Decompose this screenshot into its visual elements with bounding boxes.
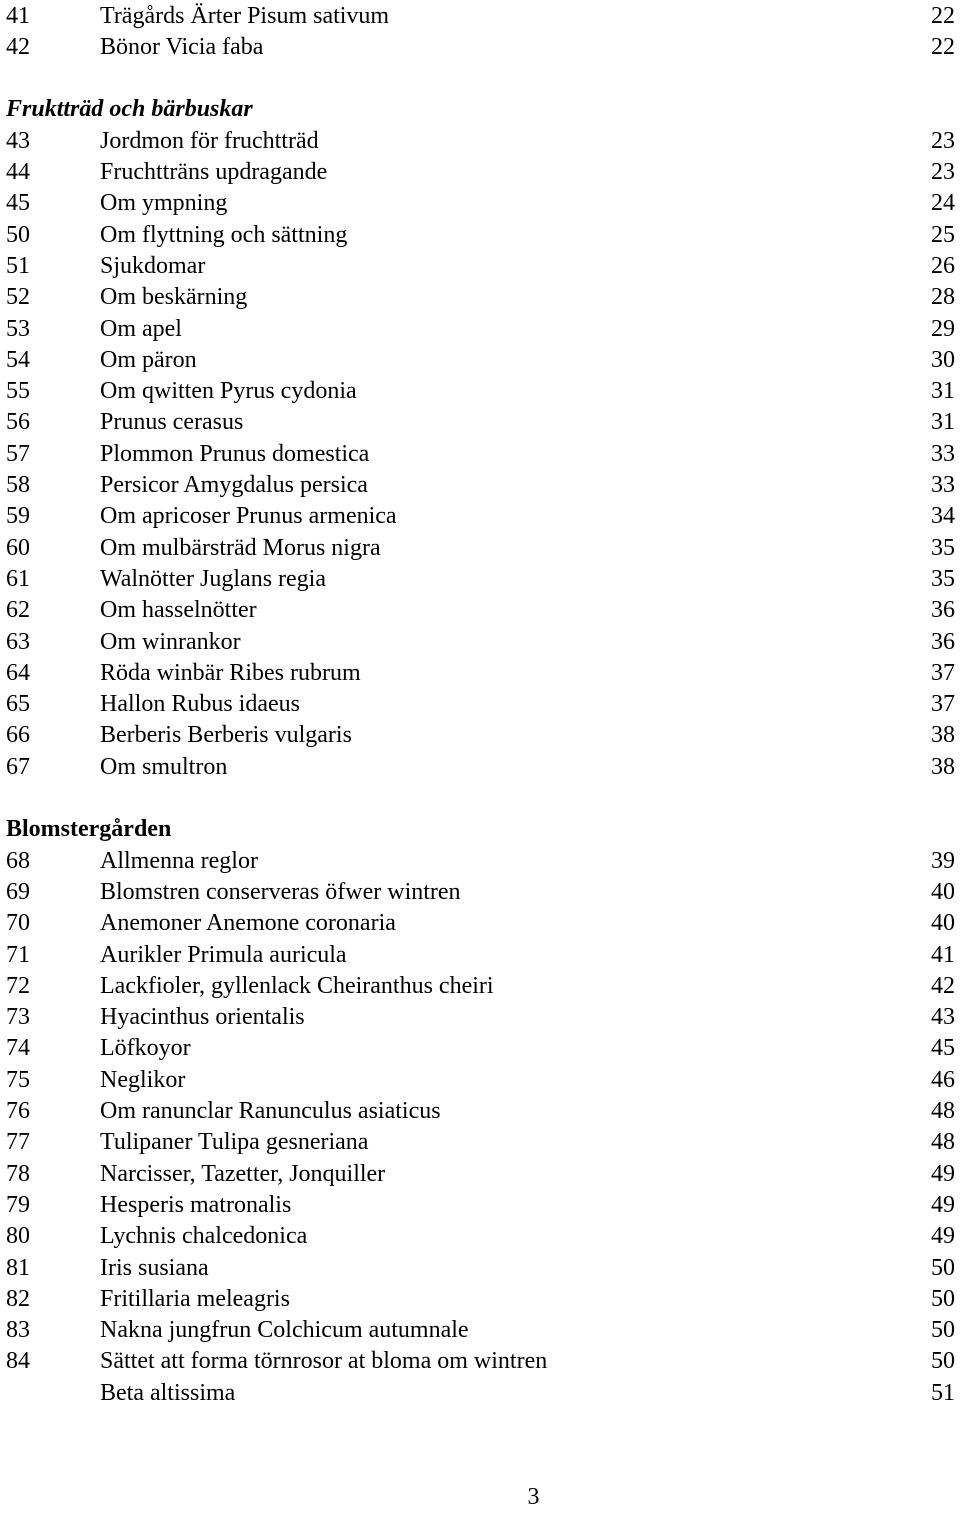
toc-entry — [0, 439, 960, 470]
toc-entry — [0, 1284, 960, 1315]
entry-number: 75 — [6, 1066, 30, 1093]
entry-title: Walnötter Juglans regia — [100, 565, 326, 592]
entry-number: 67 — [6, 753, 30, 780]
entry-number: 55 — [6, 378, 30, 405]
entry-page: 22 — [931, 33, 955, 60]
entry-number: 84 — [6, 1348, 30, 1375]
entry-title: Om flyttning och sättning — [100, 221, 348, 248]
entry-title: Om ympning — [100, 190, 228, 217]
toc-entry — [0, 533, 960, 564]
entry-page: 24 — [931, 190, 955, 217]
entry-number: 52 — [6, 284, 30, 311]
entry-number: 56 — [6, 409, 30, 436]
entry-number: 64 — [6, 659, 30, 686]
entry-page: 37 — [931, 691, 955, 718]
entry-number: 62 — [6, 597, 30, 624]
page-number: 3 — [527, 1484, 540, 1510]
entry-title: Om qwitten Pyrus cydonia — [100, 378, 357, 405]
entry-title: Hyacinthus orientalis — [100, 1004, 305, 1031]
toc-entry — [0, 971, 960, 1002]
entry-number: 44 — [6, 159, 30, 185]
toc-entry — [0, 752, 960, 783]
entry-page: 22 — [931, 2, 955, 29]
entry-page: 48 — [931, 1129, 955, 1156]
entry-title: Tulipaner Tulipa gesneriana — [100, 1129, 369, 1156]
entry-page: 31 — [931, 378, 955, 405]
entry-page: 36 — [931, 597, 955, 624]
toc-entry — [0, 32, 960, 63]
entry-number: 69 — [6, 878, 30, 905]
entry-title: Jordmon för fruchtträd — [100, 127, 319, 154]
entry-number: 77 — [6, 1129, 30, 1156]
entry-title: Om hasselnötter — [100, 597, 257, 624]
entry-number: 71 — [6, 941, 30, 968]
entry-number: 74 — [6, 1035, 30, 1062]
entry-title: Löfkoyor — [100, 1035, 191, 1062]
toc-entry — [0, 407, 960, 438]
entry-number: 63 — [6, 628, 30, 655]
toc-entry — [0, 564, 960, 595]
toc-entry — [0, 1346, 960, 1377]
entry-page: 40 — [931, 878, 955, 905]
entry-page: 34 — [931, 503, 955, 530]
entry-number: 76 — [6, 1098, 30, 1124]
toc-entry — [0, 1, 960, 32]
entry-title: Röda winbär Ribes rubrum — [100, 659, 361, 686]
entry-page: 26 — [931, 252, 955, 279]
entry-page: 48 — [931, 1098, 955, 1124]
entry-page: 28 — [931, 284, 955, 311]
entry-title: Om mulbärsträd Morus nigra — [100, 534, 381, 561]
toc-entry — [0, 376, 960, 407]
entry-page: 25 — [931, 221, 955, 248]
entry-page: 49 — [931, 1191, 955, 1218]
entry-page: 31 — [931, 409, 955, 436]
entry-number: 79 — [6, 1191, 30, 1218]
toc-entry — [0, 1033, 960, 1064]
entry-page: 51 — [931, 1379, 955, 1406]
toc-entry — [0, 470, 960, 501]
entry-page: 49 — [931, 1160, 955, 1187]
entry-page: 39 — [931, 847, 955, 874]
entry-title: Lychnis chalcedonica — [100, 1223, 308, 1250]
toc-entry — [0, 314, 960, 345]
entry-title: Fritillaria meleagris — [100, 1285, 290, 1312]
toc-entry — [0, 689, 960, 720]
entry-title: Om beskärning — [100, 284, 248, 311]
entry-title: Hallon Rubus idaeus — [100, 691, 300, 718]
entry-title: Allmenna reglor — [100, 847, 258, 874]
entry-number: 53 — [6, 315, 30, 342]
entry-number: 61 — [6, 565, 30, 592]
entry-number: 45 — [6, 190, 30, 217]
entry-title: Neglikor — [100, 1066, 186, 1093]
entry-page: 50 — [931, 1348, 955, 1375]
entry-title: Fruchtträns updragande — [100, 159, 328, 185]
entry-title: Prunus cerasus — [100, 409, 244, 436]
entry-page: 42 — [931, 972, 955, 999]
toc-entry — [0, 1253, 960, 1284]
entry-title: Om smultron — [100, 753, 228, 780]
toc-entry — [0, 1159, 960, 1190]
entry-title: Om apel — [100, 315, 182, 342]
entry-number: 66 — [6, 722, 30, 749]
toc-entry — [0, 877, 960, 908]
entry-page: 36 — [931, 628, 955, 655]
toc-entry — [0, 126, 960, 157]
entry-page: 43 — [931, 1004, 955, 1031]
entry-page: 33 — [931, 472, 955, 498]
toc-entry — [0, 220, 960, 251]
entry-title: Sjukdomar — [100, 252, 206, 279]
entry-number: 59 — [6, 503, 30, 530]
entry-page: 29 — [931, 315, 955, 342]
entry-title: Bönor Vicia faba — [100, 33, 264, 60]
toc-entry — [0, 282, 960, 313]
toc-entry — [0, 658, 960, 689]
toc-entry — [0, 595, 960, 626]
entry-title: Persicor Amygdalus persica — [100, 472, 368, 498]
toc-entry — [0, 720, 960, 751]
entry-number: 57 — [6, 440, 30, 467]
entry-page: 35 — [931, 534, 955, 561]
toc-entry — [0, 846, 960, 877]
entry-number: 54 — [6, 346, 30, 373]
toc-entry — [0, 1065, 960, 1096]
entry-title: Om apricoser Prunus armenica — [100, 503, 397, 530]
entry-number: 83 — [6, 1317, 30, 1344]
entry-page: 45 — [931, 1035, 955, 1062]
toc-entry — [0, 908, 960, 939]
entry-title: Om ranunclar Ranunculus asiaticus — [100, 1098, 441, 1124]
entry-title: Sättet att forma törnrosor at bloma om wintren — [100, 1348, 548, 1375]
entry-number: 81 — [6, 1254, 30, 1281]
entry-title: Berberis Berberis vulgaris — [100, 722, 352, 749]
section-heading-flower-garden: Blomstergården — [6, 816, 172, 843]
toc-entry — [0, 188, 960, 219]
entry-page: 23 — [931, 127, 955, 154]
entry-title: Blomstren conserveras öfwer wintren — [100, 878, 461, 905]
entry-title: Om päron — [100, 346, 197, 373]
entry-page: 35 — [931, 565, 955, 592]
entry-number: 78 — [6, 1160, 30, 1187]
entry-number: 70 — [6, 910, 30, 937]
entry-page: 50 — [931, 1254, 955, 1281]
toc-entry — [0, 1315, 960, 1346]
entry-number: 58 — [6, 472, 30, 498]
toc-entry — [0, 1127, 960, 1158]
entry-page: 41 — [931, 941, 955, 968]
entry-page: 40 — [931, 910, 955, 937]
entry-title: Beta altissima — [100, 1379, 236, 1406]
entry-title: Plommon Prunus domestica — [100, 440, 370, 467]
entry-page: 50 — [931, 1317, 955, 1344]
entry-number: 43 — [6, 127, 30, 154]
entry-page: 33 — [931, 440, 955, 467]
entry-page: 30 — [931, 346, 955, 373]
toc-entry — [0, 1378, 960, 1409]
entry-title: Hesperis matronalis — [100, 1191, 292, 1218]
entry-number: 65 — [6, 691, 30, 718]
entry-page: 37 — [931, 659, 955, 686]
entry-page: 23 — [931, 159, 955, 185]
entry-page: 46 — [931, 1066, 955, 1093]
toc-entry — [0, 1221, 960, 1252]
toc-entry — [0, 627, 960, 658]
entry-page: 50 — [931, 1285, 955, 1312]
entry-title: Om winrankor — [100, 628, 241, 655]
toc-entry — [0, 251, 960, 282]
toc-entry — [0, 940, 960, 971]
entry-page: 38 — [931, 722, 955, 749]
toc-entry — [0, 1190, 960, 1221]
entry-title: Trägårds Ärter Pisum sativum — [100, 2, 390, 29]
entry-title: Narcisser, Tazetter, Jonquiller — [100, 1160, 386, 1187]
entry-number: 51 — [6, 252, 30, 279]
entry-number: 42 — [6, 33, 30, 60]
section-heading-fruit-trees: Fruktträd och bärbuskar — [6, 96, 253, 123]
entry-page: 38 — [931, 753, 955, 780]
entry-title: Aurikler Primula auricula — [100, 941, 347, 968]
toc-entry — [0, 345, 960, 376]
entry-number: 60 — [6, 534, 30, 561]
entry-number: 80 — [6, 1223, 30, 1250]
toc-entry — [0, 1096, 960, 1127]
toc-entry — [0, 157, 960, 188]
entry-title: Anemoner Anemone coronaria — [100, 910, 396, 937]
entry-number: 41 — [6, 2, 30, 29]
entry-number: 68 — [6, 847, 30, 874]
entry-title: Nakna jungfrun Colchicum autumnale — [100, 1317, 469, 1344]
entry-number: 73 — [6, 1004, 30, 1031]
entry-number: 82 — [6, 1285, 30, 1312]
entry-page: 49 — [931, 1223, 955, 1250]
entry-title: Iris susiana — [100, 1254, 209, 1281]
entry-title: Lackfioler, gyllenlack Cheiranthus cheiri — [100, 972, 494, 999]
entry-number: 50 — [6, 221, 30, 248]
toc-entry — [0, 501, 960, 532]
entry-number: 72 — [6, 972, 30, 999]
toc-entry — [0, 1002, 960, 1033]
